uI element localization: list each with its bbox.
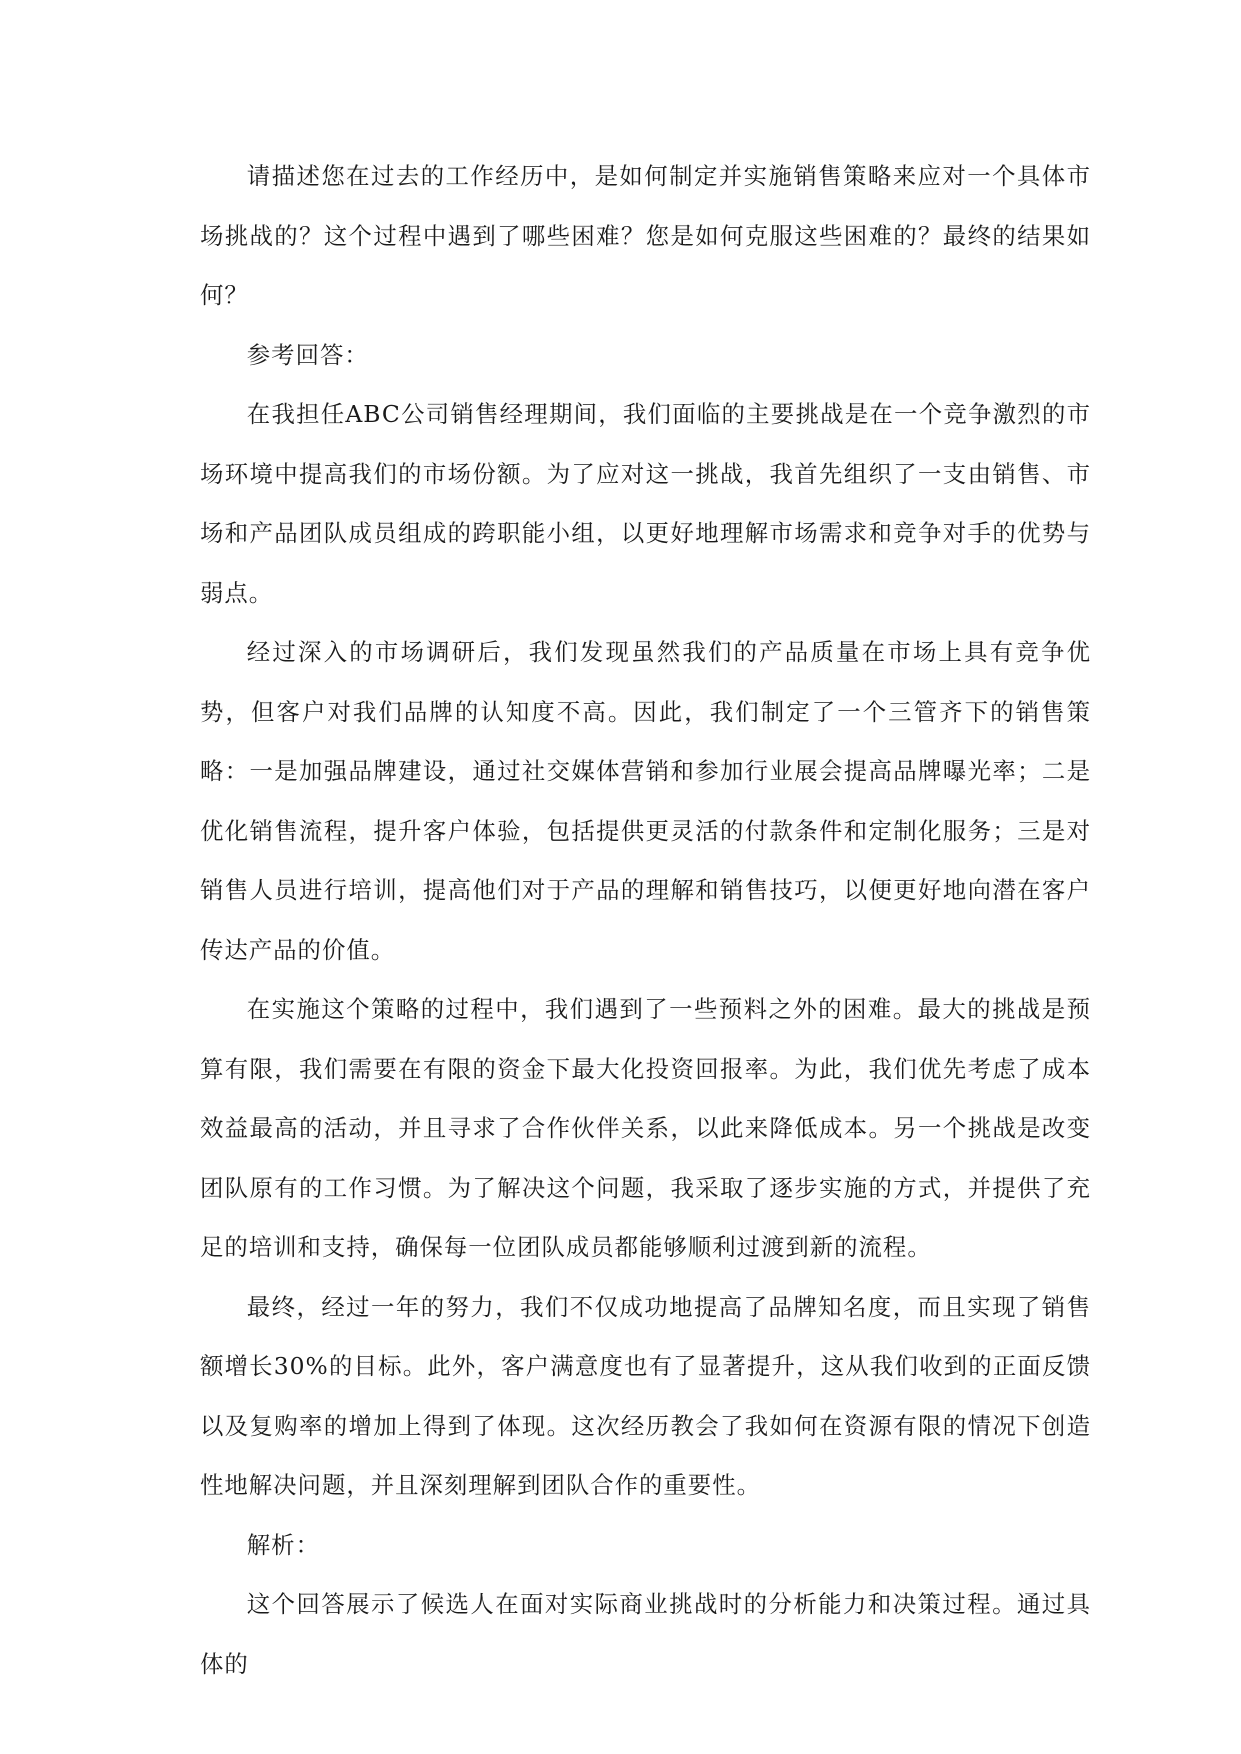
reference-answer-heading: 参考回答： [246,340,369,369]
analysis-paragraph: 这个回答展示了候选人在面对实际商业挑战时的分析能力和决策过程。通过具体的 [200,1590,1091,1678]
question-paragraph: 请描述您在过去的工作经历中，是如何制定并实施销售策略来应对一个具体市场挑战的？这个过程中遇到了哪些困难？您是如何克服这些困难的？最终的结果如何？ [200,162,1091,309]
answer-paragraph-result: 最终，经过一年的努力，我们不仅成功地提高了品牌知名度，而且实现了销售额增长30%的目标。此外，客户满意度也有了显著提升，这从我们收到的正面反馈以及复购率的增加上得到了体现。这次经历教会了我如何在资源有限的情况下创造性地解决问题，并且深刻理解到团队合作的重要性。 [200,1292,1091,1499]
analysis-heading: 解析： [246,1530,320,1559]
answer-paragraph-difficulties: 在实施这个策略的过程中，我们遇到了一些预料之外的困难。最大的挑战是预算有限，我们需要在有限的资金下最大化投资回报率。为此，我们优先考虑了成本效益最高的活动，并且寻求了合作伙伴关系，以此来降低成本。另一个挑战是改变团队原有的工作习惯。为了解决这个问题，我采取了逐步实施的方式，并提供了充足的培训和支持，确保每一位团队成员都能够顺利过渡到新的流程。 [200,995,1091,1261]
answer-paragraph-intro: 在我担任ABC公司销售经理期间，我们面临的主要挑战是在一个竞争激烈的市场环境中提高我们的市场份额。为了应对这一挑战，我首先组织了一支由销售、市场和产品团队成员组成的跨职能小组，以更好地理解市场需求和竞争对手的优势与弱点。 [200,400,1091,607]
answer-paragraph-strategy: 经过深入的市场调研后，我们发现虽然我们的产品质量在市场上具有竞争优势，但客户对我们品牌的认知度不高。因此，我们制定了一个三管齐下的销售策略：一是加强品牌建设，通过社交媒体营销和参加行业展会提高品牌曝光率；二是优化销售流程，提升客户体验，包括提供更灵活的付款条件和定制化服务；三是对销售人员进行培训，提高他们对于产品的理解和销售技巧，以便更好地向潜在客户传达产品的价值。 [200,638,1091,964]
